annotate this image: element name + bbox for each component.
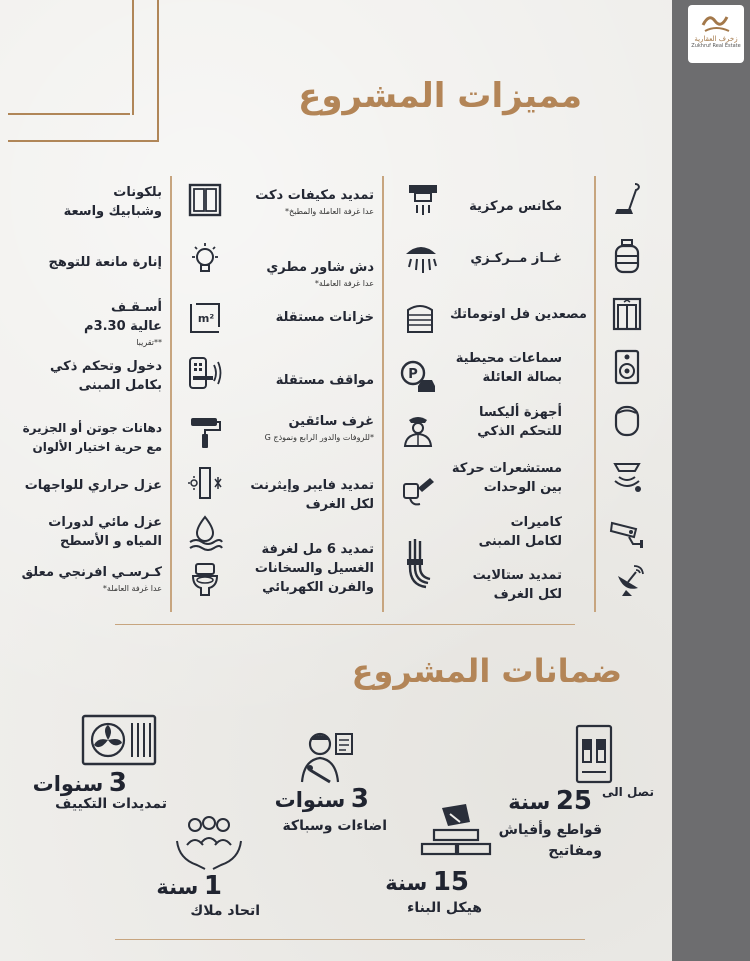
feature-item [2,183,162,221]
side-panel [672,0,750,961]
decorative-line [157,0,159,142]
bricks-icon [420,804,492,856]
feature-item [204,540,374,597]
smart-speaker-icon [609,402,645,438]
wires-icon [400,537,436,591]
feature-text: تمديد ستالايت لكل الغرف [472,568,562,602]
feature-item [204,371,374,390]
guarantee-label: قواطع وأفياش ومفاتيح [498,822,602,859]
feature-text: غرف سائقين [288,414,374,429]
parking-icon [400,360,436,396]
circuit-breaker-icon [574,724,614,784]
feature-text: مستشعرات حركة بين الوحدات [451,461,562,495]
feature-text: غــاز مــركـزي [470,251,562,266]
water-drop-icon [187,515,223,551]
guarantee-label: اتحاد ملاك [190,903,260,919]
guarantee-label: اضاءات وسباكة [282,818,387,834]
insulation-icon [187,465,223,501]
feature-note: عدا غرفة العاملة* [314,279,374,288]
feature-note: عدا غرفة العاملة* [102,584,162,593]
guarantee-number: 25 [555,786,592,816]
smart-lock-icon [187,355,223,391]
logo-mark-icon [699,11,733,35]
logo-english-text: Zukhruf Real Estate [691,43,741,49]
column-divider [170,176,172,612]
feature-note: *للروفات والدور الرابع ونموذج G [264,433,374,442]
feature-text: كـرسـي افرنجي معلق [21,565,162,580]
plumber-tools-icon [296,726,356,786]
feature-note: **تقريبا [136,338,162,347]
feature-text: تمديد 6 مل لغرفة الغسيل والسخانات والفرن الكهربائي [254,542,374,595]
feature-text: عزل مائي لدورات المياه و الأسطح [48,515,162,549]
column-divider [594,176,596,612]
feature-item [204,412,374,443]
feature-item [204,186,374,217]
feature-text: خزانات مستقلة [275,310,374,325]
column-divider [382,176,384,612]
guarantee-unit: سنة [508,790,551,814]
area-m2-icon [187,300,223,336]
guarantee-number: 15 [432,867,469,897]
feature-text: إنارة مانعة للتوهج [48,255,162,270]
svg-text:P: P [408,367,418,382]
feature-item [204,476,374,514]
ac-duct-icon [405,181,441,217]
feature-item [2,253,162,272]
guarantee-unit: سنة [385,871,428,895]
feature-text: مكانس مركزية [469,199,562,214]
section-divider [115,624,575,625]
feature-text: أسـقـف عالية 3.30م [84,300,162,334]
window-icon [187,182,223,218]
speaker-icon [609,349,645,385]
guarantee-label: تمديدات التكييف [55,796,167,812]
guarantee-label: هيكل البناء [407,900,482,916]
feature-item [204,258,374,289]
feature-note: عدا غرفة العاملة والمطبخ* [284,207,374,216]
water-tank-icon [402,300,438,336]
driver-icon [400,412,436,448]
feature-text: دهانات جوتن أو الجزيرة مع حرية اختيار الألوان [22,421,162,454]
feature-text: مصعدين فل اوتوماتك [450,307,587,322]
camera-icon [609,515,645,551]
guarantee-number: 3 [108,768,127,798]
guarantee-duration [385,867,469,897]
guarantee-duration [508,786,592,816]
lamp-icon [187,241,223,277]
guarantee-duration [156,871,222,901]
feature-text: عزل حراري للواجهات [24,478,162,493]
company-logo [688,5,744,63]
elevator-icon [609,296,645,332]
guarantee-number: 1 [203,871,222,901]
feature-item [2,298,162,348]
guarantee-duration [275,784,369,814]
decorative-line [8,113,130,115]
toilet-icon [187,562,223,598]
fiber-cable-icon [400,472,436,508]
guarantee-number: 3 [350,784,369,814]
guarantees-title: ضمانات المشروع [351,652,622,690]
logo-arabic-text: زخرف العقارية [694,35,738,43]
feature-text: دش شاور مطري [266,260,374,275]
shower-icon [403,240,439,276]
guarantee-unit: سنوات [32,772,104,796]
bottom-divider [115,939,585,940]
vacuum-icon [609,181,645,217]
feature-item [2,476,162,495]
decorative-line [132,0,134,115]
feature-text: مواقف مستقلة [275,373,374,388]
gas-cylinder-icon [609,238,645,274]
feature-text: أجهزة أليكسا للتحكم الذكي [477,405,562,439]
feature-item [2,357,162,395]
feature-item [2,563,162,594]
feature-text: بلكونات وشبابيك واسعة [63,185,162,219]
features-title: مميزات المشروع [298,76,582,116]
satellite-dish-icon [612,562,648,598]
community-icon [175,815,243,871]
feature-item [204,308,374,327]
guarantee-unit: سنة [156,875,199,899]
svg-text:m²: m² [197,312,215,325]
feature-text: تمديد فايبر وإيثرنت لكل الغرف [250,478,374,512]
feature-text: سماعات محيطية بصالة العائلة [455,351,562,385]
feature-text: كاميرات لكامل المبنى [478,515,562,549]
guarantee-unit: سنوات [274,788,346,812]
feature-item [2,513,162,551]
motion-sensor-icon [609,459,645,495]
paint-roller-icon [187,414,223,450]
ac-unit-icon [80,713,158,768]
guarantee-prefix: تصل الى [602,785,654,799]
feature-text: تمديد مكيفات دكت [255,188,374,203]
feature-item [0,419,162,457]
feature-text: دخول وتحكم ذكي بكامل المبنى [50,359,162,393]
decorative-line [8,140,158,142]
